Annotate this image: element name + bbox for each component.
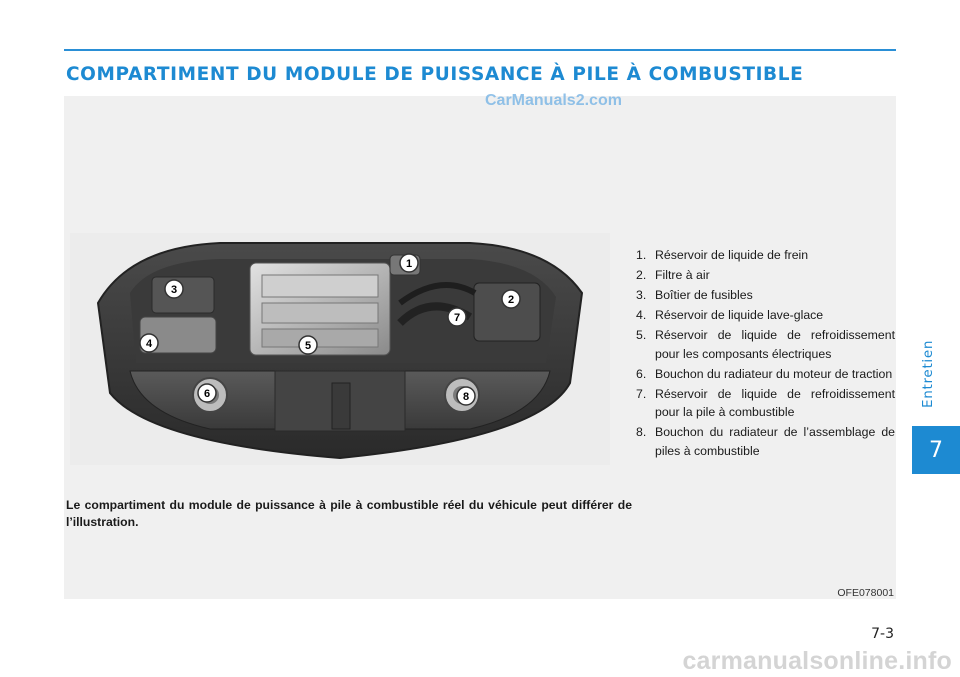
- callout-2: [502, 290, 520, 308]
- chapter-side-label: Entretien: [920, 339, 936, 408]
- svg-text:4: 4: [145, 338, 153, 350]
- svg-text:8: 8: [462, 391, 470, 403]
- illustration-caption: Le compartiment du module de puissance à pile à combustible réel du véhicule peut différer de l’illustration.: [66, 498, 632, 529]
- svg-text:6: 6: [203, 388, 211, 400]
- callout-8: [457, 387, 475, 405]
- svg-text:2: 2: [507, 294, 515, 306]
- legend-item: 4. Réservoir de liquide lave-glace: [636, 308, 824, 322]
- legend-item: 8. Bouchon du radiateur de l’assemblage de piles à combustible: [636, 425, 895, 458]
- callout-4: [140, 334, 158, 352]
- callout-1: [400, 254, 418, 272]
- legend-item: 5. Réservoir de liquide de refroidissement pour les composants électriques: [636, 328, 895, 361]
- callout-6: [198, 384, 216, 402]
- callout-7: [448, 308, 466, 326]
- chapter-tab: 7: [912, 426, 960, 474]
- svg-text:7: 7: [453, 312, 461, 324]
- svg-text:5: 5: [304, 340, 312, 352]
- callout-5: [299, 336, 317, 354]
- site-watermark: CarManuals2.com: [485, 92, 622, 109]
- legend-item: 6. Bouchon du radiateur du moteur de traction: [636, 366, 893, 381]
- footer-watermark: carmanualsonline.info: [682, 647, 952, 675]
- component-legend: [636, 246, 895, 462]
- svg-text:3: 3: [170, 284, 178, 296]
- image-code: OFE078001: [837, 587, 894, 599]
- top-rule: [64, 49, 896, 51]
- page-title: COMPARTIMENT DU MODULE DE PUISSANCE À PILE À COMBUSTIBLE: [66, 64, 804, 85]
- fuse-box: [152, 277, 214, 313]
- legend-item: 2. Filtre à air: [636, 268, 710, 282]
- page-number: 7-3: [871, 626, 894, 642]
- legend-item: 7. Réservoir de liquide de refroidissement pour la pile à combustible: [636, 386, 895, 419]
- engine-compartment-illustration: [70, 233, 610, 465]
- legend-item: 3. Boîtier de fusibles: [636, 288, 753, 302]
- svg-text:1: 1: [405, 258, 413, 270]
- callout-3: [165, 280, 183, 298]
- legend-item: 1. Réservoir de liquide de frein: [636, 248, 809, 262]
